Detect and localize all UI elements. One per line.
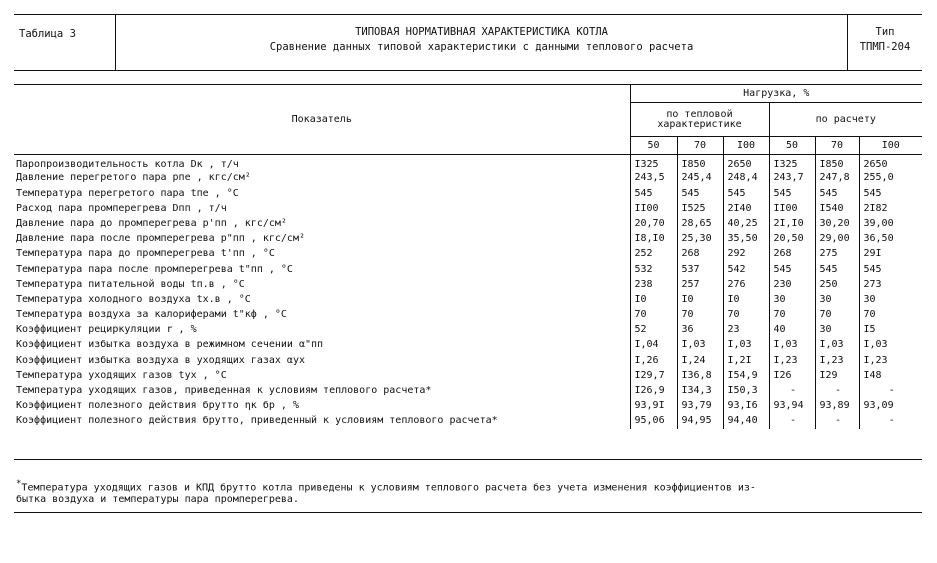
- row-value: I34,3: [677, 383, 723, 398]
- row-value: II00: [769, 201, 815, 216]
- row-value: I0: [677, 292, 723, 307]
- row-value: 238: [630, 277, 677, 292]
- footnote-line-2: бытка воздуха и температуры пара промперегрева.: [16, 494, 299, 506]
- row-value: I,03: [677, 338, 723, 353]
- row-value: 70: [677, 307, 723, 322]
- table-row: [14, 322, 922, 337]
- row-value: I,04: [630, 338, 677, 353]
- data-table: [14, 84, 922, 429]
- row-value: 40,25: [723, 216, 769, 231]
- row-value: I8,I0: [630, 231, 677, 246]
- row-value: I29,7: [630, 368, 677, 383]
- footnote-marker: *: [16, 478, 22, 489]
- row-value: 545: [769, 186, 815, 201]
- row-value: 70: [769, 307, 815, 322]
- row-label: Температура уходящих газов, приведенная к условиям теплового расчета*: [16, 385, 432, 397]
- row-value: I850: [815, 155, 859, 171]
- row-value: 273: [859, 277, 922, 292]
- indicator-header: Показатель: [14, 85, 630, 155]
- row-label: Температура пара после промперегрева t"пп , °С: [16, 263, 293, 275]
- table-row: [14, 398, 922, 413]
- row-value: I325: [769, 155, 815, 171]
- row-value: I5: [859, 322, 922, 337]
- table-row: [14, 307, 922, 322]
- document: [14, 14, 922, 513]
- row-value: 268: [769, 247, 815, 262]
- row-value: 35,50: [723, 231, 769, 246]
- row-value: -: [859, 383, 922, 398]
- row-label: Паропроизводительность котла Dк , т/ч: [16, 159, 239, 170]
- row-label: Температура холодного воздуха tх.в , °С: [16, 293, 251, 305]
- row-value: 30: [859, 292, 922, 307]
- row-value: 20,50: [769, 231, 815, 246]
- row-value: I29: [815, 368, 859, 383]
- title-line-1: ТИПОВАЯ НОРМАТИВНАЯ ХАРАКТЕРИСТИКА КОТЛА: [355, 26, 608, 38]
- type-value: ТПМП-204: [859, 41, 911, 53]
- row-label: Коэффициент избытка воздуха в уходящих газах αух: [16, 354, 305, 366]
- row-value: I50,3: [723, 383, 769, 398]
- row-value: 542: [723, 262, 769, 277]
- row-value: 532: [630, 262, 677, 277]
- row-value: 545: [859, 186, 922, 201]
- row-value: 257: [677, 277, 723, 292]
- load-col: 70: [677, 137, 723, 155]
- footnote-line-1: [16, 478, 922, 494]
- row-value: 545: [630, 186, 677, 201]
- row-label: Давление пара после промперегрева p"пп , кгс/см²: [16, 233, 305, 245]
- row-label: Коэффициент полезного действия брутто ηк бр , %: [16, 400, 299, 412]
- row-value: 545: [815, 262, 859, 277]
- table-header-box: [14, 14, 922, 71]
- row-value: 36: [677, 322, 723, 337]
- row-value: I325: [630, 155, 677, 171]
- table-bottom-rule: [14, 459, 922, 460]
- footnote: [14, 478, 922, 506]
- row-value: 30: [815, 292, 859, 307]
- row-value: 2650: [859, 155, 922, 171]
- row-value: I,2I: [723, 353, 769, 368]
- row-value: -: [815, 414, 859, 429]
- load-col: 50: [769, 137, 815, 155]
- group-thermal-characteristic: [630, 103, 769, 137]
- row-value: 40: [769, 322, 815, 337]
- row-label: Температура воздуха за калориферами t"кф , °С: [16, 309, 287, 321]
- row-label: Давление пара до промперегрева p'пп , кгс/см²: [16, 217, 287, 229]
- row-value: 275: [815, 247, 859, 262]
- row-value: 2I82: [859, 201, 922, 216]
- row-value: I,26: [630, 353, 677, 368]
- row-value: I,23: [815, 353, 859, 368]
- row-value: I,03: [815, 338, 859, 353]
- row-label: Расход пара промперегрева Dпп , т/ч: [16, 202, 227, 214]
- row-value: 2I40: [723, 201, 769, 216]
- row-value: 2650: [723, 155, 769, 171]
- row-value: 23: [723, 322, 769, 337]
- row-value: 252: [630, 247, 677, 262]
- row-value: 30: [815, 322, 859, 337]
- row-label: Коэффициент полезного действия брутто, приведенный к условиям теплового расчета*: [16, 415, 498, 427]
- row-value: I48: [859, 368, 922, 383]
- group-by-calculation: по расчету: [769, 103, 922, 137]
- row-value: 545: [723, 186, 769, 201]
- table-row: [14, 383, 922, 398]
- load-col: I00: [859, 137, 922, 155]
- row-value: 52: [630, 322, 677, 337]
- load-header: Нагрузка, %: [630, 85, 922, 103]
- row-value: -: [815, 383, 859, 398]
- table-row: [14, 171, 922, 186]
- row-value: 250: [815, 277, 859, 292]
- row-value: 30,20: [815, 216, 859, 231]
- row-value: I,03: [859, 338, 922, 353]
- row-value: 93,09: [859, 398, 922, 413]
- row-label: Температура питательной воды tп.в , °С: [16, 278, 245, 290]
- row-value: 243,5: [630, 171, 677, 186]
- table-row: [14, 186, 922, 201]
- row-value: -: [769, 414, 815, 429]
- row-value: 93,79: [677, 398, 723, 413]
- row-value: I0: [723, 292, 769, 307]
- row-value: 70: [815, 307, 859, 322]
- table-row: [14, 201, 922, 216]
- load-col: I00: [723, 137, 769, 155]
- row-value: 36,50: [859, 231, 922, 246]
- table-row: [14, 155, 922, 171]
- row-value: 70: [630, 307, 677, 322]
- row-value: 248,4: [723, 171, 769, 186]
- row-value: 28,65: [677, 216, 723, 231]
- group1-line2: характеристике: [657, 118, 742, 130]
- row-value: I850: [677, 155, 723, 171]
- row-label: Температура перегретого пара tпе , °С: [16, 187, 239, 199]
- row-value: 25,30: [677, 231, 723, 246]
- row-label: Температура уходящих газов tух , °С: [16, 369, 227, 381]
- boiler-type: [848, 15, 922, 70]
- row-value: 2I,I0: [769, 216, 815, 231]
- row-value: 94,95: [677, 414, 723, 429]
- row-value: I,03: [723, 338, 769, 353]
- row-value: 545: [859, 262, 922, 277]
- table-row: [14, 292, 922, 307]
- row-value: I54,9: [723, 368, 769, 383]
- row-label: Температура пара до промперегрева t'пп , °С: [16, 248, 275, 260]
- row-value: I36,8: [677, 368, 723, 383]
- type-label: Тип: [875, 26, 895, 38]
- row-value: 70: [723, 307, 769, 322]
- row-value: I26: [769, 368, 815, 383]
- row-value: I0: [630, 292, 677, 307]
- footnote-bottom-rule: [14, 512, 922, 513]
- table-title: [116, 15, 848, 70]
- table-row: [14, 338, 922, 353]
- table-row: [14, 368, 922, 383]
- row-value: 70: [859, 307, 922, 322]
- table-row: [14, 262, 922, 277]
- row-value: I,23: [859, 353, 922, 368]
- row-value: 537: [677, 262, 723, 277]
- row-value: 39,00: [859, 216, 922, 231]
- row-value: 545: [769, 262, 815, 277]
- row-label: Давление перегретого пара pпе , кгс/см²: [16, 172, 251, 184]
- row-value: 20,70: [630, 216, 677, 231]
- row-value: I540: [815, 201, 859, 216]
- row-value: I26,9: [630, 383, 677, 398]
- row-value: I,24: [677, 353, 723, 368]
- load-col: 50: [630, 137, 677, 155]
- row-value: I,03: [769, 338, 815, 353]
- row-value: 93,89: [815, 398, 859, 413]
- row-value: 95,06: [630, 414, 677, 429]
- group1-line1: по тепловой: [666, 108, 733, 120]
- table-row: [14, 247, 922, 262]
- row-label: Коэффициент рециркуляции r , %: [16, 324, 197, 336]
- row-value: 545: [677, 186, 723, 201]
- row-value: -: [769, 383, 815, 398]
- row-value: 93,I6: [723, 398, 769, 413]
- title-line-2: Сравнение данных типовой характеристики с данными теплового расчета: [269, 41, 694, 53]
- row-value: 545: [815, 186, 859, 201]
- load-col: 70: [815, 137, 859, 155]
- row-value: 30: [769, 292, 815, 307]
- row-value: 93,9I: [630, 398, 677, 413]
- row-value: 276: [723, 277, 769, 292]
- row-value: 230: [769, 277, 815, 292]
- table-row: [14, 216, 922, 231]
- row-value: 292: [723, 247, 769, 262]
- row-value: I,23: [769, 353, 815, 368]
- row-value: I525: [677, 201, 723, 216]
- table-row: [14, 353, 922, 368]
- row-value: II00: [630, 201, 677, 216]
- row-label: Коэффициент избытка воздуха в режимном сечении α"пп: [16, 339, 324, 351]
- row-value: 268: [677, 247, 723, 262]
- row-value: 247,8: [815, 171, 859, 186]
- table-row: [14, 231, 922, 246]
- row-value: 243,7: [769, 171, 815, 186]
- row-value: -: [859, 414, 922, 429]
- row-value: 29I: [859, 247, 922, 262]
- row-value: 94,40: [723, 414, 769, 429]
- row-value: 29,00: [815, 231, 859, 246]
- table-number: Таблица 3: [14, 15, 116, 70]
- table-row: [14, 414, 922, 429]
- footnote-text-1: Температура уходящих газов и КПД брутто котла приведены к условиям теплового расчета без учета изменения коэффициентов из-: [21, 482, 756, 494]
- row-value: 245,4: [677, 171, 723, 186]
- table-row: [14, 277, 922, 292]
- row-value: 255,0: [859, 171, 922, 186]
- row-value: 93,94: [769, 398, 815, 413]
